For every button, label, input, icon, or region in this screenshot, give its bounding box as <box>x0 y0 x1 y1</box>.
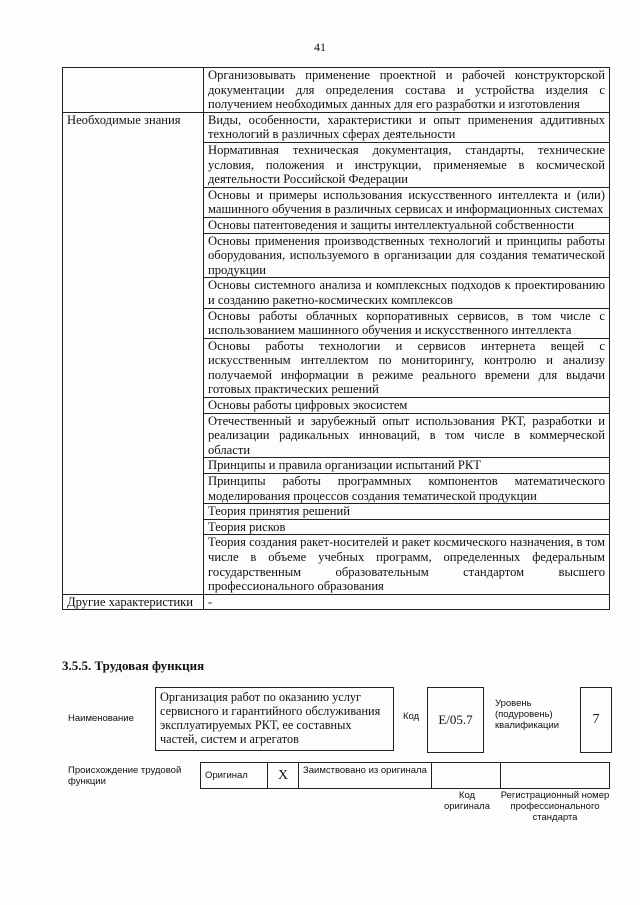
row-label <box>63 504 204 520</box>
row-text: Виды, особенности, характеристики и опыт применения аддитивных технологий в различных сферах деятельности <box>204 112 610 142</box>
function-name-box: Организация работ по оказанию услуг сервисного и гарантийного обслуживания эксплуатируемых РКТ, ее составных частей, систем и агрегатов <box>155 687 394 751</box>
reg-caption: Регистрационный номер профессионального стандарта <box>500 790 610 823</box>
row-text: Основы применения производственных технологий и принципы работы оборудования, используемого в организации для создания тематической продукции <box>204 233 610 278</box>
row-text: Основы работы технологии и сервисов интернета вещей с искусственным интеллектом по мониторингу, контролю и анализу получаемой информации в режиме реального времени для выдачи готовых практических решений <box>204 338 610 397</box>
row-text: Отечественный и зарубежный опыт использования РКТ, разработки и реализации радикальных инноваций, в том числе в коммерческой области <box>204 413 610 458</box>
page-number: 41 <box>314 40 326 54</box>
table-row <box>63 519 610 535</box>
table-row <box>63 142 610 187</box>
row-label <box>63 142 204 187</box>
row-label <box>63 217 204 233</box>
borrowed-label: Заимствовано из оригинала <box>299 763 432 789</box>
code-caption: Код оригинала <box>443 790 490 812</box>
level-label: Уровень (подуровень) квалификации <box>495 698 560 731</box>
row-text: Основы и примеры использования искусственного интеллекта и (или) машинного обучения в различных сервисах и информационных системах <box>204 187 610 217</box>
row-label: Другие характеристики <box>63 594 204 610</box>
row-text: Основы патентоведения и защиты интеллектуальной собственности <box>204 217 610 233</box>
table-row <box>63 398 610 414</box>
row-text: Теория принятия решений <box>204 504 610 520</box>
row-label <box>63 187 204 217</box>
knowledge-table <box>62 67 610 610</box>
table-row <box>63 278 610 308</box>
table-row <box>63 594 610 610</box>
table-row <box>63 504 610 520</box>
code-label: Код <box>403 711 420 722</box>
original-label: Оригинал <box>201 763 268 789</box>
row-label <box>63 519 204 535</box>
row-label <box>63 458 204 474</box>
row-text: - <box>204 594 610 610</box>
row-label <box>63 474 204 504</box>
row-text: Нормативная техническая документация, стандарты, технические условия, положения и инструкции, применяемые в космической деятельности Российской Федерации <box>204 142 610 187</box>
table-row <box>63 458 610 474</box>
table-row <box>63 217 610 233</box>
level-value-box: 7 <box>580 687 612 753</box>
table-row <box>63 187 610 217</box>
row-label <box>63 338 204 397</box>
row-label: Необходимые знания <box>63 112 204 142</box>
table-row <box>63 112 610 142</box>
row-label <box>63 278 204 308</box>
table-row <box>63 338 610 397</box>
origin-label: Происхождение трудовой функции <box>68 765 182 787</box>
original-mark: X <box>268 763 299 789</box>
table-row <box>63 535 610 594</box>
row-text: Организовывать применение проектной и рабочей конструкторской документации для определения состава и устройства изделия с получением необходимых данных для его разработки и изготовления <box>204 68 610 113</box>
row-text: Основы работы облачных корпоративных сервисов, в том числе с использованием машинного обучения и искусственного интеллекта <box>204 308 610 338</box>
row-label <box>63 398 204 414</box>
row-label <box>63 308 204 338</box>
table-row <box>63 308 610 338</box>
origin-code-cell <box>432 763 501 789</box>
row-text: Теория создания ракет-носителей и ракет космического назначения, в том числе в объеме учебных программ, определенных федеральным государственным образовательным стандартом высшего профессионального образования <box>204 535 610 594</box>
table-row <box>63 413 610 458</box>
row-text: Теория рисков <box>204 519 610 535</box>
name-label: Наименование <box>68 713 134 724</box>
table-row <box>63 474 610 504</box>
origin-reg-cell <box>501 763 610 789</box>
row-text: Основы работы цифровых экосистем <box>204 398 610 414</box>
origin-table <box>200 762 610 789</box>
table-row <box>63 68 610 113</box>
row-label <box>63 68 204 113</box>
table-row <box>63 233 610 278</box>
section-title: 3.5.5. Трудовая функция <box>62 658 205 673</box>
row-text: Принципы работы программных компонентов математического моделирования процессов создания тематической продукции <box>204 474 610 504</box>
row-label <box>63 535 204 594</box>
row-text: Основы системного анализа и комплексных подходов к проектированию и созданию ракетно-космических комплексов <box>204 278 610 308</box>
row-label <box>63 233 204 278</box>
row-text: Принципы и правила организации испытаний РКТ <box>204 458 610 474</box>
function-code-box: E/05.7 <box>427 687 484 753</box>
row-label <box>63 413 204 458</box>
